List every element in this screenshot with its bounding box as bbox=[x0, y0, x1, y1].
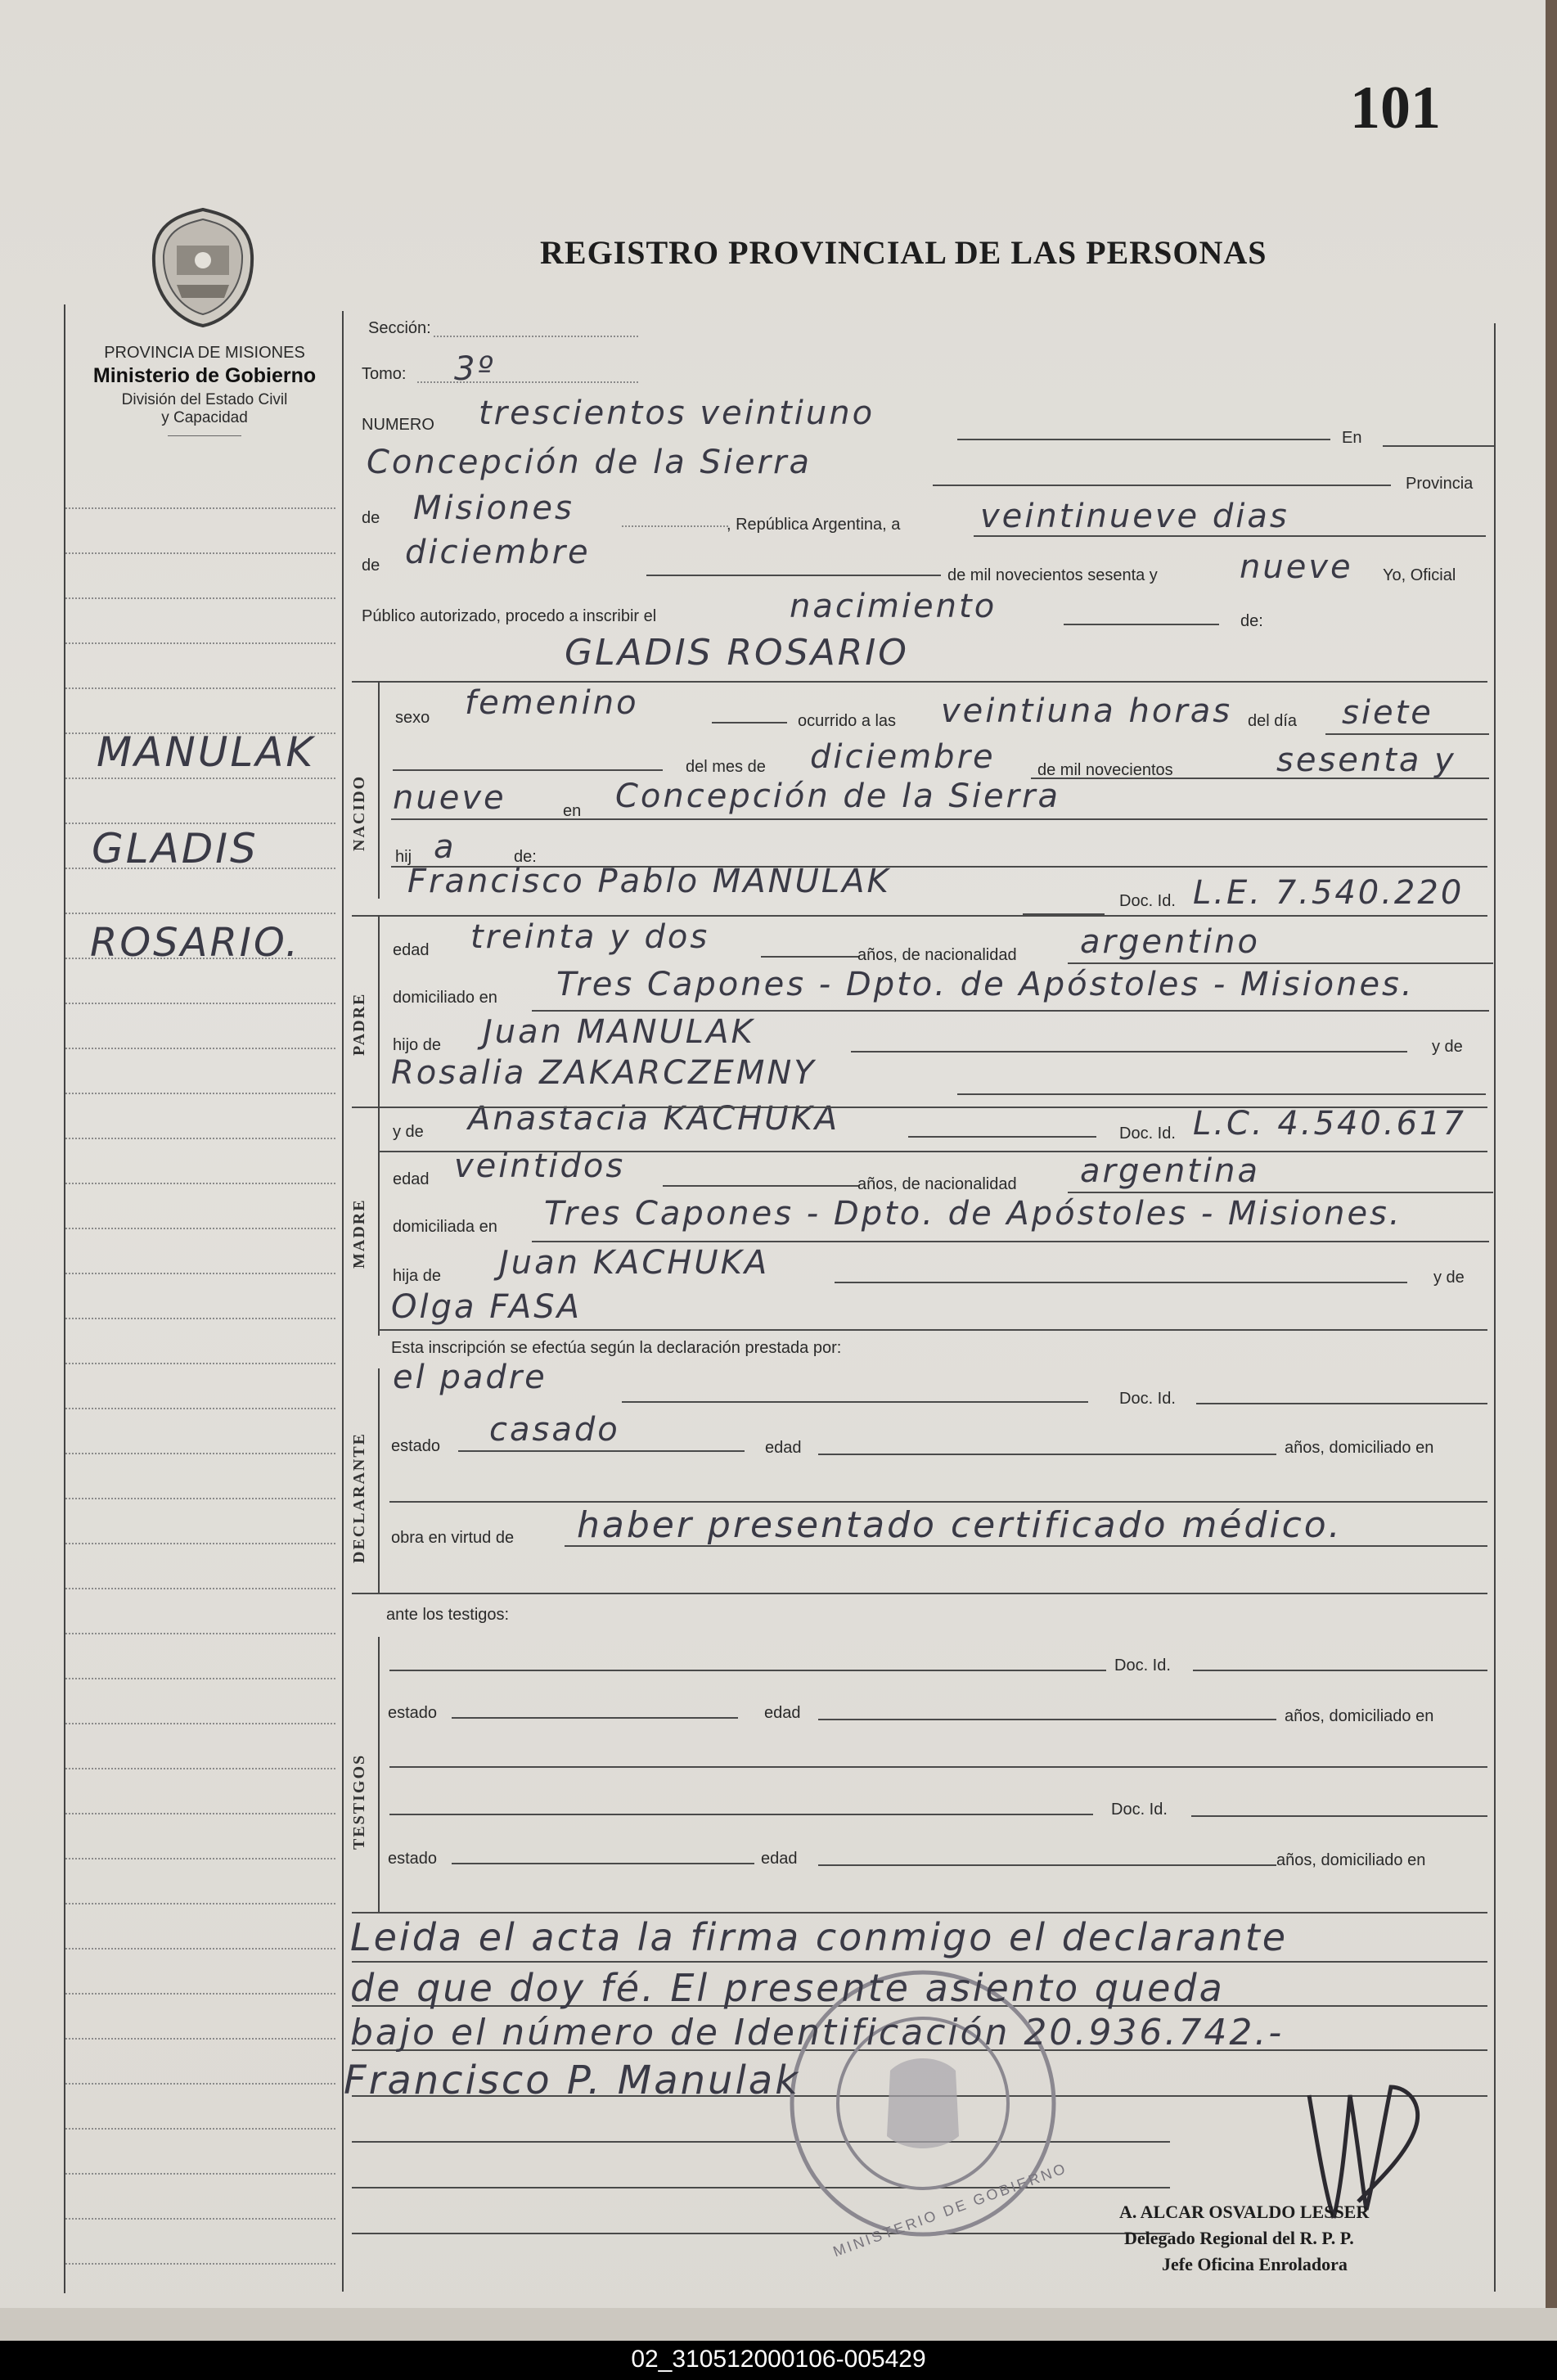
margin-rule-line bbox=[65, 1633, 335, 1634]
margin-rule-line bbox=[65, 1813, 335, 1814]
acto-value: nacimiento bbox=[790, 588, 997, 625]
numero-label: NUMERO bbox=[362, 416, 434, 434]
del-mes-label: del mes de bbox=[686, 758, 766, 776]
section-testigos: TESTIGOS bbox=[350, 1753, 368, 1850]
page-number: 101 bbox=[1350, 74, 1441, 142]
anio-nacimiento-value-2: nueve bbox=[393, 779, 506, 817]
margin-rule-line bbox=[65, 823, 335, 824]
testigo2-doc-label: Doc. Id. bbox=[1111, 1801, 1168, 1819]
margin-rule-line bbox=[65, 1723, 335, 1724]
margin-rule-line bbox=[65, 1678, 335, 1679]
margin-rule-line bbox=[65, 2218, 335, 2220]
mes-inscripcion-value: diciembre bbox=[405, 534, 591, 571]
provincial-seal-icon bbox=[146, 206, 260, 329]
margin-rule-line bbox=[65, 1498, 335, 1499]
publico-label: Público autorizado, procedo a inscribir el bbox=[362, 607, 657, 625]
testigo1-anos-label: años, domiciliado en bbox=[1285, 1707, 1434, 1725]
obra-value: haber presentado certificado médico. bbox=[577, 1504, 1343, 1546]
tomo-label: Tomo: bbox=[362, 365, 407, 383]
sexo-value: femenino bbox=[465, 684, 639, 722]
sexo-label: sexo bbox=[395, 709, 430, 727]
document-title: REGISTRO PROVINCIAL DE LAS PERSONAS bbox=[540, 234, 1267, 271]
numero-value: trescientos veintiuno bbox=[479, 394, 875, 432]
madre-anos-label: años, de nacionalidad bbox=[857, 1175, 1017, 1193]
margin-rule-line bbox=[65, 1183, 335, 1184]
dia-nacimiento-value: siete bbox=[1342, 694, 1433, 732]
margin-rule-line bbox=[65, 1453, 335, 1454]
margin-rule-line bbox=[65, 913, 335, 914]
ante-testigos-label: ante los testigos: bbox=[386, 1606, 510, 1624]
declarante-estado-value: casado bbox=[489, 1411, 620, 1449]
margin-rule-line bbox=[65, 1363, 335, 1364]
madre-madre-value: Olga FASA bbox=[391, 1288, 582, 1326]
lugar-nacimiento-value: Concepción de la Sierra bbox=[615, 778, 1060, 815]
testigo1-doc-label: Doc. Id. bbox=[1114, 1657, 1171, 1675]
en-small-label: en bbox=[563, 802, 582, 820]
padre-nombre-value: Francisco Pablo MANULAK bbox=[407, 863, 891, 900]
margin-rule-line bbox=[65, 1768, 335, 1769]
padre-y-de-label: y de bbox=[1432, 1038, 1463, 1056]
en-label: En bbox=[1342, 429, 1362, 447]
margin-rule-line bbox=[65, 2173, 335, 2175]
margin-surname: MANULAK bbox=[97, 728, 316, 776]
declarante-estado-label: estado bbox=[391, 1437, 441, 1455]
declarante-edad-label: edad bbox=[765, 1439, 802, 1457]
de-mil-nov-label: de mil novecientos bbox=[1037, 761, 1173, 779]
de-label-2: de bbox=[362, 557, 380, 575]
padre-madre-value: Rosalia ZAKARCZEMNY bbox=[391, 1054, 817, 1092]
officer-title-2: Jefe Oficina Enroladora bbox=[1162, 2254, 1348, 2274]
madre-y-de-label: y de bbox=[1433, 1269, 1465, 1287]
padre-domicilio-label: domiciliado en bbox=[393, 989, 497, 1007]
margin-rule-line bbox=[65, 1003, 335, 1004]
margin-rule-line bbox=[65, 1858, 335, 1859]
section-padre: PADRE bbox=[350, 992, 368, 1056]
madre-nombre-value: Anastacia KACHUKA bbox=[468, 1100, 840, 1138]
margin-rule-line bbox=[65, 1903, 335, 1904]
hij-label: hij bbox=[395, 848, 412, 866]
officer-name: A. ALCAR OSVALDO LESSER bbox=[1119, 2202, 1370, 2222]
esta-inscripcion-label: Esta inscripción se efectúa según la declaración prestada por: bbox=[391, 1339, 842, 1357]
margin-rule-line bbox=[65, 2038, 335, 2040]
hij-suffix-value: a bbox=[434, 828, 457, 866]
de-mil-label: de mil novecientos sesenta y bbox=[947, 566, 1158, 584]
madre-doc-label: Doc. Id. bbox=[1119, 1125, 1176, 1143]
left-column-border bbox=[64, 304, 65, 2293]
page-bottom-strip bbox=[0, 2308, 1557, 2341]
margin-rule-line bbox=[65, 1273, 335, 1274]
padre-doc-label: Doc. Id. bbox=[1119, 892, 1176, 910]
hora-value: veintiuna horas bbox=[941, 692, 1233, 730]
testigo1-estado-label: estado bbox=[388, 1704, 438, 1722]
provincia-value: Misiones bbox=[413, 489, 574, 527]
page-edge bbox=[1546, 0, 1557, 2341]
tomo-value: 3º bbox=[454, 350, 496, 388]
margin-rule-line bbox=[65, 1543, 335, 1544]
org-line-division: División del Estado Civil bbox=[121, 391, 288, 408]
testigo2-estado-label: estado bbox=[388, 1850, 438, 1868]
margin-rule-line bbox=[65, 1588, 335, 1589]
madre-domicilio-value: Tres Capones - Dpto. de Apóstoles - Misiones. bbox=[544, 1195, 1402, 1233]
closing-line-3: bajo el número de Identificación 20.936.742.- bbox=[350, 2012, 1285, 2053]
provincia-label: Provincia bbox=[1406, 475, 1474, 493]
org-line-capacity: y Capacidad bbox=[161, 409, 248, 426]
margin-rule-line bbox=[65, 642, 335, 644]
margin-rule-line bbox=[65, 1408, 335, 1409]
margin-rule-line bbox=[65, 1318, 335, 1319]
madre-edad-label: edad bbox=[393, 1170, 430, 1188]
ocurrido-label: ocurrido a las bbox=[798, 712, 897, 730]
section-madre: MADRE bbox=[350, 1198, 368, 1269]
margin-rule-line bbox=[65, 2128, 335, 2130]
margin-rule-line bbox=[65, 2263, 335, 2265]
seccion-label: Sección: bbox=[368, 319, 431, 337]
padre-padre-value: Juan MANULAK bbox=[483, 1013, 755, 1051]
anio-inscripcion-value: nueve bbox=[1240, 548, 1353, 586]
declarante-doc-label: Doc. Id. bbox=[1119, 1390, 1176, 1408]
madre-edad-value: veintidos bbox=[454, 1147, 626, 1185]
margin-rule-line bbox=[65, 1993, 335, 1995]
margin-name-2: ROSARIO. bbox=[90, 920, 301, 966]
margin-rule-line bbox=[65, 507, 335, 509]
yo-oficial-label: Yo, Oficial bbox=[1383, 566, 1456, 584]
obra-label: obra en virtud de bbox=[391, 1529, 515, 1547]
margin-rule-line bbox=[65, 1228, 335, 1229]
testigo2-edad-label: edad bbox=[761, 1850, 798, 1868]
declarante-value: el padre bbox=[393, 1359, 547, 1396]
madre-hija-de-label: hija de bbox=[393, 1267, 441, 1285]
madre-doc-value: L.C. 4.540.617 bbox=[1193, 1105, 1466, 1143]
y-de-madre-label: y de bbox=[393, 1123, 424, 1141]
padre-hijo-de-label: hijo de bbox=[393, 1036, 441, 1054]
scan-footer bbox=[0, 2341, 1557, 2380]
form-right-border bbox=[1494, 323, 1496, 2292]
scan-id: 02_310512000106-005429 bbox=[631, 2346, 926, 2373]
margin-rule-line bbox=[65, 597, 335, 599]
mes-nacimiento-value: diciembre bbox=[810, 738, 996, 776]
closing-line-1: Leida el acta la firma conmigo el declarante bbox=[350, 1915, 1289, 1959]
section-declarante: DECLARANTE bbox=[350, 1431, 368, 1563]
del-dia-label: del día bbox=[1248, 712, 1298, 730]
nombre-inscripto: GLADIS ROSARIO bbox=[565, 632, 909, 674]
margin-rule-line bbox=[65, 778, 335, 779]
org-line-ministry: Ministerio de Gobierno bbox=[92, 364, 317, 387]
margin-rule-line bbox=[65, 1048, 335, 1049]
stamp-text: MINISTERIO DE GOBIERNO bbox=[830, 2159, 1070, 2261]
margin-rule-line bbox=[65, 1138, 335, 1139]
madre-padre-value: Juan KACHUKA bbox=[499, 1244, 770, 1282]
de-label-1: de bbox=[362, 509, 380, 527]
declarante-anos-label: años, domiciliado en bbox=[1285, 1439, 1434, 1457]
anio-nacimiento-value: sesenta y bbox=[1276, 741, 1456, 779]
margin-rule-line bbox=[65, 687, 335, 689]
officer-title-1: Delegado Regional del R. P. P. bbox=[1124, 2228, 1354, 2248]
margin-rule-line bbox=[65, 2083, 335, 2085]
de-colon-label: de: bbox=[1240, 612, 1263, 630]
margin-name-1: GLADIS bbox=[92, 825, 259, 872]
lugar-value: Concepción de la Sierra bbox=[367, 444, 812, 481]
margin-rule-line bbox=[65, 1093, 335, 1094]
form-left-border bbox=[342, 311, 344, 2292]
padre-anos-label: años, de nacionalidad bbox=[857, 946, 1017, 964]
margin-rule-line bbox=[65, 1948, 335, 1950]
testigo2-anos-label: años, domiciliado en bbox=[1276, 1851, 1426, 1869]
dia-inscripcion-value: veintinueve dias bbox=[980, 498, 1289, 535]
de-label-hij: de: bbox=[514, 848, 537, 866]
org-line-province: PROVINCIA DE MISIONES bbox=[104, 344, 305, 362]
padre-domicilio-value: Tres Capones - Dpto. de Apóstoles - Misiones. bbox=[556, 966, 1415, 1003]
testigo1-edad-label: edad bbox=[764, 1704, 801, 1722]
padre-nacionalidad-value: argentino bbox=[1080, 923, 1260, 961]
madre-domicilio-label: domiciliada en bbox=[393, 1218, 497, 1236]
closing-line-2: de que doy fé. El presente asiento queda bbox=[350, 1966, 1225, 2010]
section-nacido: NACIDO bbox=[350, 774, 368, 851]
declarant-signature: Francisco P. Manulak bbox=[344, 2058, 800, 2103]
padre-doc-value: L.E. 7.540.220 bbox=[1193, 874, 1465, 912]
madre-nacionalidad-value: argentina bbox=[1080, 1152, 1260, 1190]
margin-rule-line bbox=[65, 552, 335, 554]
republica-label: , República Argentina, a bbox=[727, 516, 901, 534]
padre-edad-value: treinta y dos bbox=[470, 918, 710, 956]
padre-edad-label: edad bbox=[393, 941, 430, 959]
